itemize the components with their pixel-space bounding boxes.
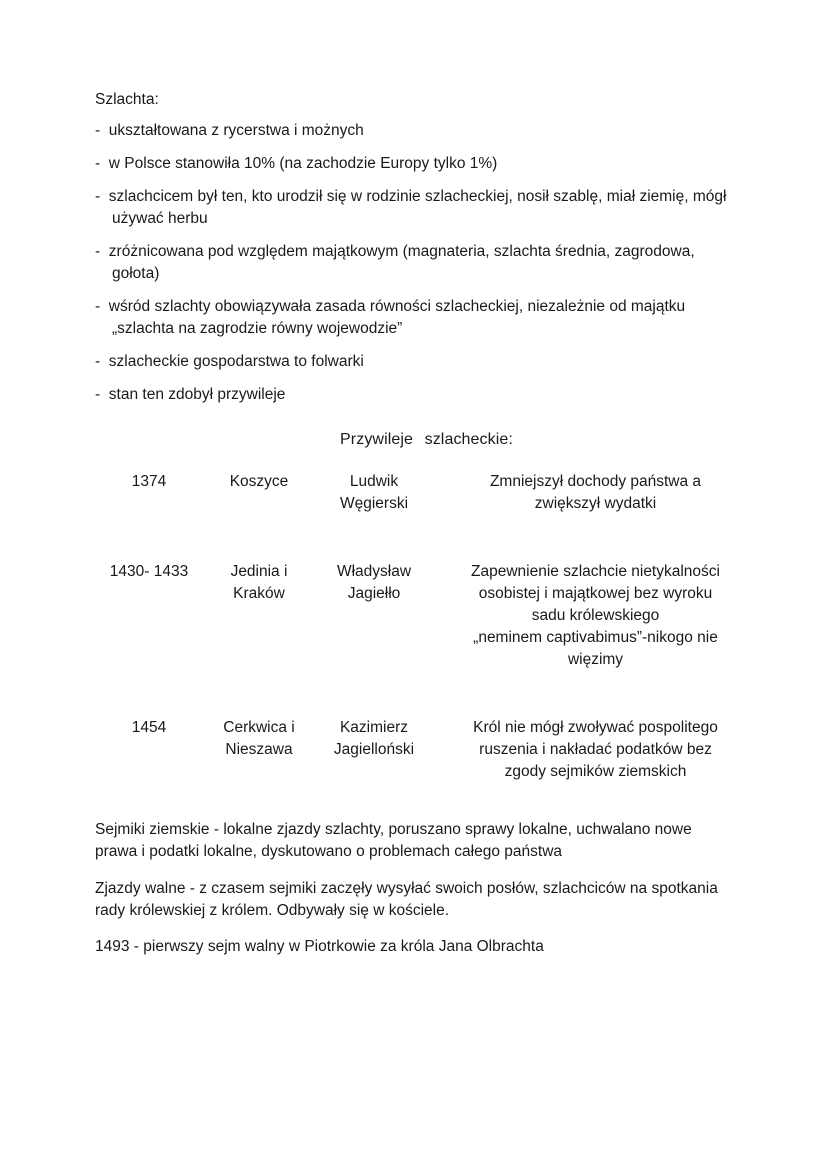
list-item [95, 153, 737, 186]
cell-year: 1454 [131, 719, 167, 737]
list-item-text: wśród szlachty obowiązywała zasada równości szlacheckiej, niezależnie od majątku „szlachta na zagrodzie równy wojewodzie” [108, 298, 686, 338]
table-row [95, 561, 758, 717]
table-row [95, 717, 758, 783]
cell-place: Jedinia i Kraków [230, 563, 288, 603]
list-item-text: szlacheckie gospodarstwa to folwarki [108, 353, 364, 371]
effect-line: Król nie mógł zwoływać pospolitego [473, 719, 718, 737]
list-item [95, 384, 737, 417]
bullet-dash: - [95, 155, 101, 173]
heading-word-przywileje: Przywileje [340, 431, 414, 449]
effect-line: Zapewnienie szlachcie nietykalności [471, 563, 720, 581]
bullet-dash: - [95, 243, 101, 261]
cell-effect [433, 717, 758, 783]
closing-section [95, 819, 758, 959]
paragraph-sejmiki-ziemskie: Sejmiki ziemskie - lokalne zjazdy szlachty, poruszano sprawy lokalne, uchwalano nowe prawa i podatki lokalne, dyskutowano o problemach całego państwa [95, 821, 692, 861]
bullet-dash: - [95, 122, 101, 140]
intro-section [95, 90, 758, 417]
list-item-text: ukształtowana z rycerstwa i możnych [108, 122, 364, 140]
paragraph-sejm-1493: 1493 - pierwszy sejm walny w Piotrkowie za króla Jana Olbrachta [95, 938, 544, 956]
bullet-dash: - [95, 386, 101, 404]
list-item [95, 241, 737, 296]
bullet-dash: - [95, 298, 101, 316]
table-row [95, 471, 758, 561]
list-item-text: zróżnicowana pod względem majątkowym (magnateria, szlachta średnia, zagrodowa, gołota) [108, 243, 695, 283]
effect-line: więzimy [567, 651, 624, 669]
cell-place: Koszyce [229, 473, 289, 491]
effect-line: osobistej i majątkowej bez wyroku [478, 585, 713, 603]
cell-ruler: Władysław Jagiełło [336, 563, 412, 603]
cell-effect [433, 561, 758, 717]
privileges-table [95, 471, 758, 783]
list-item-text: stan ten zdobył przywileje [108, 386, 286, 404]
list-item-text: w Polsce stanowiła 10% (na zachodzie Europy tylko 1%) [108, 155, 498, 173]
cell-place: Cerkwica i Nieszawa [223, 719, 295, 759]
cell-year: 1430- 1433 [109, 563, 189, 581]
cell-year: 1374 [131, 473, 167, 491]
bullet-dash: - [95, 353, 101, 371]
cell-ruler: Ludwik Węgierski [339, 473, 409, 513]
list-item [95, 296, 737, 351]
effect-line: „neminem captivabimus”-nikogo nie [473, 629, 718, 647]
list-item [95, 120, 737, 153]
list-item [95, 351, 737, 384]
section-title: Szlachta: [95, 91, 159, 108]
cell-effect [433, 471, 758, 561]
effect-line: zwiększył wydatki [534, 495, 657, 513]
bullet-dash: - [95, 188, 101, 206]
list-item-text: szlachcicem był ten, kto urodził się w rodzinie szlacheckiej, nosił szablę, miał ziemię, mógł używać herbu [108, 188, 727, 228]
cell-ruler: Kazimierz Jagielloński [333, 719, 415, 759]
effect-line: Zmniejszył dochody państwa a [489, 473, 702, 491]
effect-line: zgody sejmików ziemskich [504, 763, 687, 781]
effect-line: ruszenia i nakładać podatków bez [479, 741, 712, 759]
heading-word-szlacheckie: szlacheckie: [424, 431, 513, 449]
privileges-table-heading [95, 431, 758, 449]
paragraph-zjazdy-walne: Zjazdy walne - z czasem sejmiki zaczęły wysyłać swoich posłów, szlachciców na spotkania rady królewskiej z królem. Odbywały się w kościele. [95, 879, 718, 920]
effect-line: sadu królewskiego [531, 607, 660, 625]
list-item [95, 186, 737, 241]
